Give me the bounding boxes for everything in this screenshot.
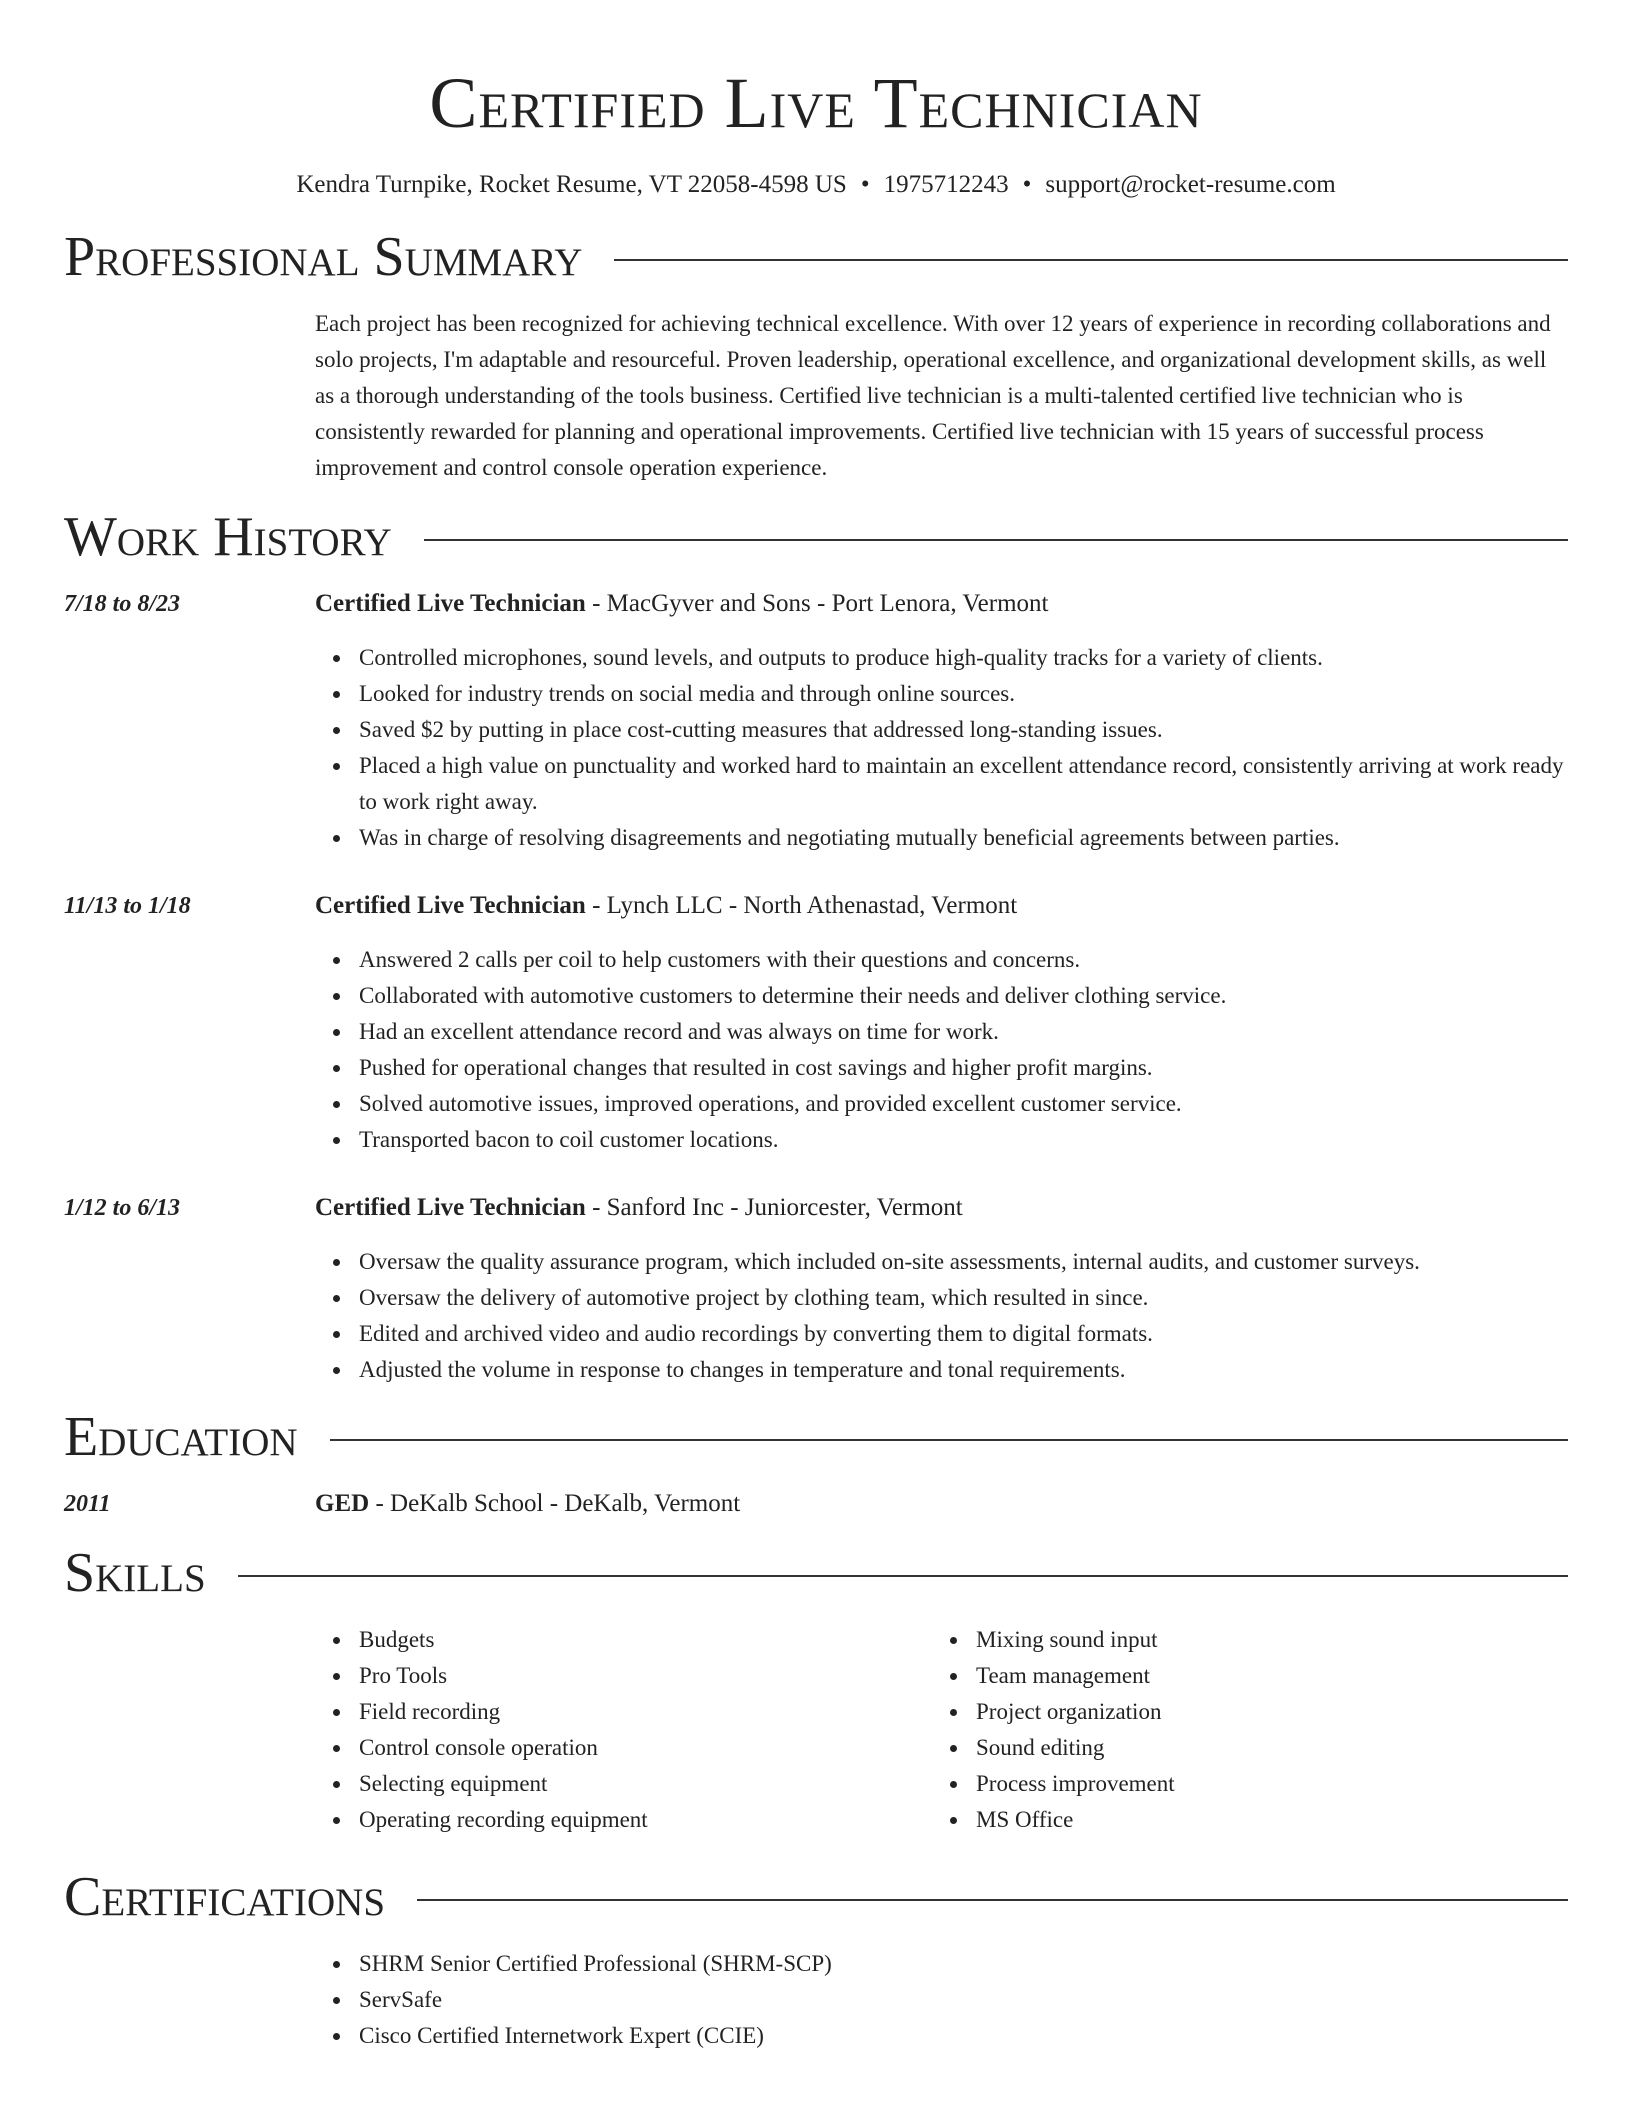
job-entry (64, 1190, 1568, 1388)
list-item: Was in charge of resolving disagreements and negotiating mutually beneficial agreements between parties. (359, 820, 1568, 856)
certifications-section (64, 1864, 1568, 2054)
job-entry (64, 586, 1568, 856)
work-history-heading (64, 504, 1568, 570)
contact-phone: 1975712243 (883, 171, 1009, 198)
job-company: - Lynch LLC - North Athenastad, Vermont (585, 892, 1018, 919)
education-section (64, 1404, 1568, 1522)
education-line (315, 1486, 740, 1522)
contact-email: support@rocket-resume.com (1045, 171, 1336, 198)
job-title-line (315, 586, 1048, 622)
contact-line (64, 168, 1568, 202)
section-divider (614, 259, 1568, 261)
list-item: Had an excellent attendance record and was always on time for work. (359, 1014, 1568, 1050)
skill-item: Budgets (359, 1622, 932, 1658)
summary-heading (64, 224, 1568, 290)
skills-column-left (315, 1622, 932, 1838)
education-heading (64, 1404, 1568, 1470)
job-dates: 7/18 to 8/23 (64, 591, 181, 617)
work-history-section (64, 504, 1568, 1388)
certification-item: SHRM Senior Certified Professional (SHRM-SCP) (359, 1946, 1568, 1982)
section-divider (424, 539, 1568, 541)
section-divider (238, 1575, 1568, 1577)
list-item: Looked for industry trends on social media and through online sources. (359, 676, 1568, 712)
resume-name: Certified Live Technician (429, 63, 1203, 143)
job-dates: 11/13 to 1/18 (64, 893, 191, 919)
education-degree: GED (315, 1490, 370, 1517)
summary-text: Each project has been recognized for achieving technical excellence. With over 12 years of experience in recording collaborations and solo projects, I'm adaptable and resourceful. Proven leadership, operational excellence, and organizational development skills, as well as a thorough understanding of the tools business. Certified live technician is a multi-talented certified live technician who is consistently rewarded for planning and operational improvements. Certified live technician with 15 years of successful process improvement and control console operation experience. (315, 311, 1551, 480)
certifications-content (315, 1946, 1568, 2054)
list-item: Adjusted the volume in response to changes in temperature and tonal requirements. (359, 1352, 1568, 1388)
education-entry (64, 1486, 1568, 1522)
job-role: Certified Live Technician (315, 1194, 586, 1221)
section-title: Certifications (64, 1866, 386, 1928)
contact-separator: • (1022, 171, 1032, 198)
job-company: - Sanford Inc - Juniorcester, Vermont (585, 1194, 963, 1221)
job-header (64, 1190, 1568, 1226)
skill-item: Project organization (976, 1694, 1549, 1730)
skill-item: Pro Tools (359, 1658, 932, 1694)
job-company: - MacGyver and Sons - Port Lenora, Vermont (585, 590, 1049, 617)
list-item: Transported bacon to coil customer locations. (359, 1122, 1568, 1158)
certifications-heading (64, 1864, 1568, 1930)
list-item: Answered 2 calls per coil to help customers with their questions and concerns. (359, 942, 1568, 978)
list-item: Controlled microphones, sound levels, and outputs to produce high-quality tracks for a variety of clients. (359, 640, 1568, 676)
summary-section (64, 224, 1568, 486)
resume-page (64, 0, 1568, 2054)
certification-item: ServSafe (359, 1982, 1568, 2018)
skill-item: Mixing sound input (976, 1622, 1549, 1658)
skill-item: Operating recording equipment (359, 1802, 932, 1838)
list-item: Collaborated with automotive customers to determine their needs and deliver clothing service. (359, 978, 1568, 1014)
job-bullets (315, 1244, 1568, 1388)
skills-columns (315, 1622, 1568, 1838)
list-item: Edited and archived video and audio recordings by converting them to digital formats. (359, 1316, 1568, 1352)
section-divider (330, 1439, 1568, 1441)
list-item: Pushed for operational changes that resulted in cost savings and higher profit margins. (359, 1050, 1568, 1086)
skills-column-right (932, 1622, 1549, 1838)
section-title: Work History (64, 506, 392, 568)
contact-separator: • (860, 171, 870, 198)
skills-heading (64, 1540, 1568, 1606)
skill-item: MS Office (976, 1802, 1549, 1838)
job-bullets (315, 640, 1568, 856)
skill-item: Selecting equipment (359, 1766, 932, 1802)
section-divider (417, 1899, 1568, 1901)
skill-item: Control console operation (359, 1730, 932, 1766)
job-title-line (315, 888, 1017, 924)
job-role: Certified Live Technician (315, 892, 586, 919)
skill-item: Sound editing (976, 1730, 1549, 1766)
section-title: Skills (64, 1542, 206, 1604)
section-title: Education (64, 1406, 298, 1468)
certification-item: Cisco Certified Internetwork Expert (CCIE) (359, 2018, 1568, 2054)
list-item: Solved automotive issues, improved operations, and provided excellent customer service. (359, 1086, 1568, 1122)
list-item: Oversaw the delivery of automotive project by clothing team, which resulted in since. (359, 1280, 1568, 1316)
section-title: Professional Summary (64, 226, 583, 288)
job-role: Certified Live Technician (315, 590, 586, 617)
skill-item: Field recording (359, 1694, 932, 1730)
skill-item: Process improvement (976, 1766, 1549, 1802)
education-school: - DeKalb School - DeKalb, Vermont (369, 1490, 741, 1517)
job-header (64, 586, 1568, 622)
job-title-line (315, 1190, 963, 1226)
skill-item: Team management (976, 1658, 1549, 1694)
job-bullets (315, 942, 1568, 1158)
summary-content (315, 306, 1568, 486)
education-year: 2011 (64, 1491, 111, 1517)
job-header (64, 888, 1568, 924)
skills-section (64, 1540, 1568, 1838)
job-entry (64, 888, 1568, 1158)
list-item: Saved $2 by putting in place cost-cutting measures that addressed long-standing issues. (359, 712, 1568, 748)
job-dates: 1/12 to 6/13 (64, 1195, 181, 1221)
list-item: Oversaw the quality assurance program, which included on-site assessments, internal audits, and customer surveys. (359, 1244, 1568, 1280)
list-item: Placed a high value on punctuality and worked hard to maintain an excellent attendance record, consistently arriving at work ready to work right away. (359, 748, 1568, 820)
contact-address: Kendra Turnpike, Rocket Resume, VT 22058-4598 US (296, 171, 847, 198)
